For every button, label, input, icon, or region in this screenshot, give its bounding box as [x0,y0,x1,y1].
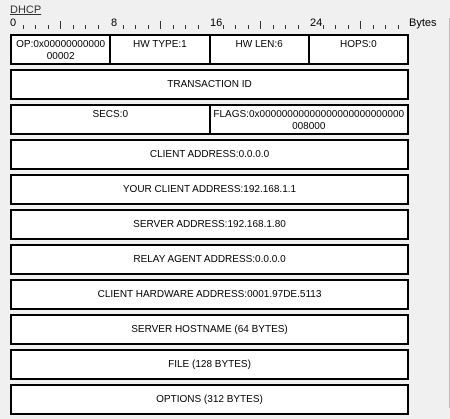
ruler-mark-0: 0 [10,17,17,29]
ruler-tick [198,25,199,29]
ruler-mark-24: 24 [310,17,323,29]
protocol-title: DHCP [10,4,42,16]
client-address-field: CLIENT ADDRESS:0.0.0.0 [10,139,409,170]
bit-ruler [10,16,450,30]
flags-field: FLAGS:0x00000000000000000000000000008000 [211,104,410,135]
ruler-tick [123,25,124,29]
secs-field: SECS:0 [10,104,211,135]
op-field: OP:0x0000000000000002 [10,34,111,65]
your-client-address-row [10,174,409,205]
header-row [10,34,409,65]
ruler-tick [273,25,274,29]
ruler-tick [173,25,174,29]
ruler-tick [285,25,286,29]
ruler-tick [60,21,61,29]
secs-flags-row [10,104,409,135]
your-client-address-field: YOUR CLIENT ADDRESS:192.168.1.1 [10,174,409,205]
ruler-tick [48,25,49,29]
options-row [10,384,409,415]
transaction-id-field: TRANSACTION ID [10,69,409,100]
ruler-tick [160,21,161,29]
hw-type-field: HW TYPE:1 [111,34,210,65]
ruler-tick [373,25,374,29]
ruler-mark-16: 16 [210,17,223,29]
transaction-row [10,69,409,100]
ruler-tick [260,21,261,29]
file-field: FILE (128 BYTES) [10,349,409,380]
client-hardware-address-field: CLIENT HARDWARE ADDRESS:0001.97DE.5113 [10,279,409,310]
ruler-tick [348,25,349,29]
ruler-tick [35,25,36,29]
ruler-tick [335,25,336,29]
ruler-tick [223,25,224,29]
ruler-tick [135,25,136,29]
server-address-row [10,209,409,240]
ruler-tick [248,25,249,29]
dhcp-packet [10,34,409,419]
server-hostname-row [10,314,409,345]
ruler-tick [360,21,361,29]
client-hw-address-row [10,279,409,310]
options-field: OPTIONS (312 BYTES) [10,384,409,415]
ruler-tick [98,25,99,29]
ruler-tick [185,25,186,29]
ruler-tick [235,25,236,29]
server-address-field: SERVER ADDRESS:192.168.1.80 [10,209,409,240]
ruler-unit: Bytes [409,17,437,29]
ruler-tick [323,25,324,29]
relay-agent-address-field: RELAY AGENT ADDRESS:0.0.0.0 [10,244,409,275]
ruler-tick [385,25,386,29]
ruler-mark-8: 8 [111,17,118,29]
hops-field: HOPS:0 [310,34,409,65]
hw-len-field: HW LEN:6 [211,34,310,65]
ruler-tick [85,25,86,29]
ruler-tick [148,25,149,29]
ruler-tick [23,25,24,29]
server-hostname-field: SERVER HOSTNAME (64 BYTES) [10,314,409,345]
ruler-tick [73,25,74,29]
ruler-tick [298,25,299,29]
file-row [10,349,409,380]
client-address-row [10,139,409,170]
ruler-tick [398,25,399,29]
relay-agent-row [10,244,409,275]
